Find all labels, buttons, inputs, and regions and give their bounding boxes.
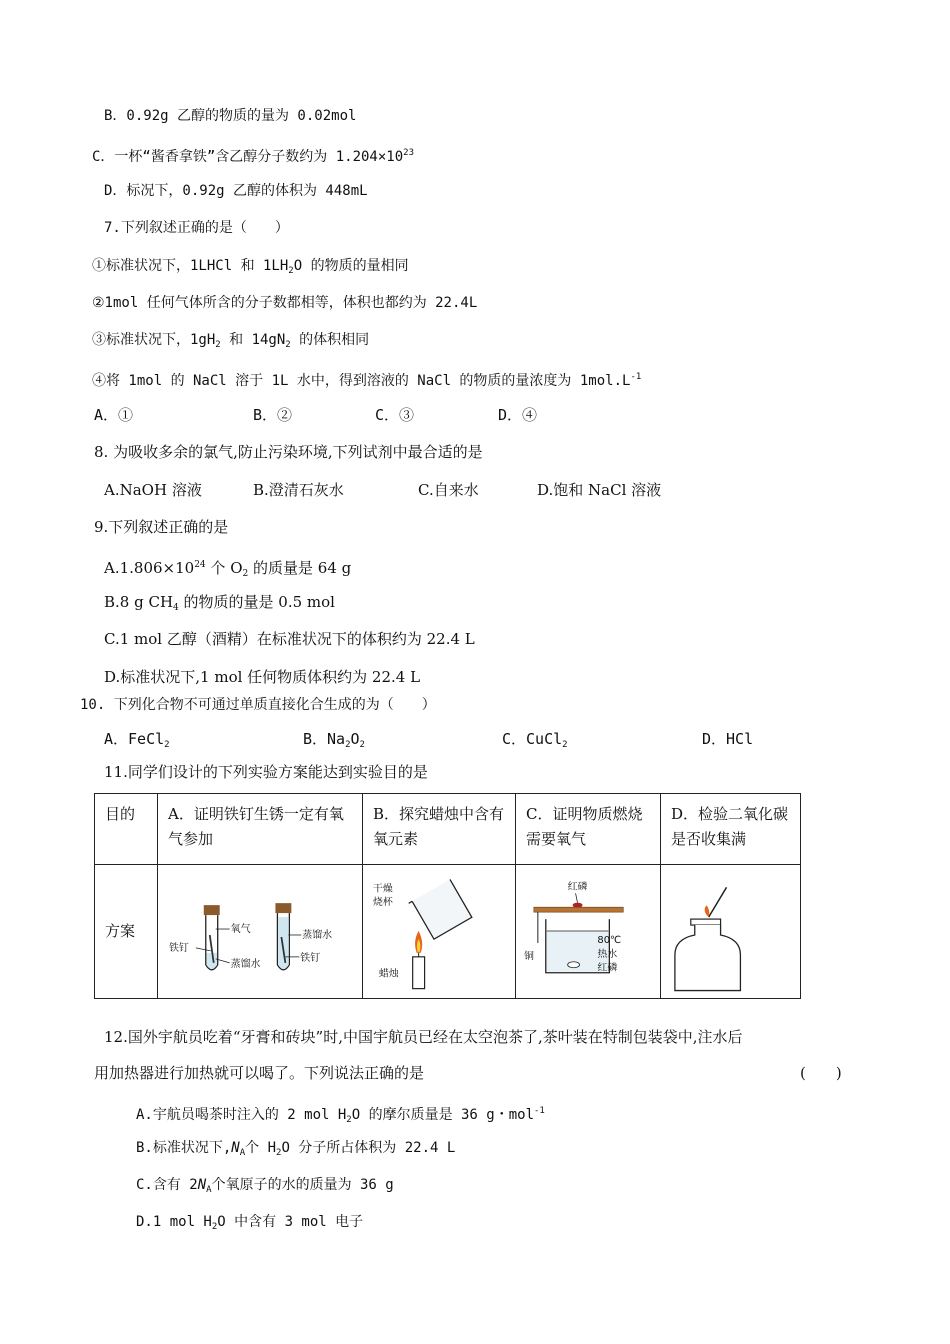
svg-text:红磷: 红磷 bbox=[567, 881, 588, 893]
q8-option-c: C.自来水 bbox=[418, 481, 479, 499]
svg-text:干燥: 干燥 bbox=[372, 883, 393, 895]
q9-stem: 9.下列叙述正确的是 bbox=[94, 518, 229, 536]
goal-a: A．证明铁钉生锈一定有氧气参加 bbox=[158, 794, 363, 865]
figure-d-gas-bottle bbox=[661, 865, 801, 999]
q9-option-c: C.1 mol 乙醇（酒精）在标准状况下的体积约为 22.4 L bbox=[104, 630, 475, 648]
q9-option-d: D.标准状况下,1 mol 任何物质体积约为 22.4 L bbox=[104, 668, 421, 686]
q7-stem: 7.下列叙述正确的是（ ） bbox=[104, 220, 289, 236]
q12-answer-paren: ( ) bbox=[800, 1064, 842, 1082]
q10-option-d: D．HCl bbox=[702, 730, 754, 748]
svg-text:蒸馏水: 蒸馏水 bbox=[302, 929, 333, 941]
q6-option-b: B．0.92g 乙醇的物质的量为 0.02mol bbox=[104, 108, 357, 124]
figure-b-candle bbox=[363, 865, 516, 999]
gas-bottle-diagram bbox=[661, 865, 800, 998]
goal-c: C．证明物质燃烧需要氧气 bbox=[516, 794, 661, 865]
svg-text:蜡烛: 蜡烛 bbox=[378, 968, 399, 980]
svg-text:氧气: 氧气 bbox=[230, 923, 251, 935]
q12-stem-line2: 用加热器进行加热就可以喝了。下列说法正确的是 bbox=[94, 1064, 425, 1082]
combustion-diagram bbox=[516, 865, 660, 998]
q7-option-c: C．③ bbox=[375, 406, 415, 424]
q10-option-a: A．FeCl$_2$ bbox=[104, 730, 170, 750]
q10-option-b: B．$Na_2O_2$ bbox=[303, 730, 365, 750]
figure-a-test-tubes bbox=[158, 865, 363, 999]
q12-option-b: B.标准状况下$,N_A$个 $H_2O$ 分子所占体积为 22.4 L bbox=[136, 1140, 456, 1158]
svg-text:铁钉: 铁钉 bbox=[168, 942, 189, 954]
q11-experiment-table bbox=[94, 793, 801, 999]
svg-text:蒸馏水: 蒸馏水 bbox=[230, 958, 261, 970]
svg-text:铁钉: 铁钉 bbox=[300, 952, 321, 964]
q6-option-c: C．一杯“酱香拿铁”含乙醇分子数约为 $1.204\times 10^{23}$ bbox=[92, 148, 414, 165]
q7-statement-1: ①标准状况下，1LHCl 和 $1LH_2O$ 的物质的量相同 bbox=[92, 258, 409, 276]
q9-option-a: $A.1.806\times 10^{24}$ 个 $O_2$ 的质量是 64 g bbox=[104, 559, 352, 579]
svg-text:铜: 铜 bbox=[523, 950, 534, 962]
test-tube-diagram bbox=[158, 865, 362, 998]
table-label-goal: 目的 bbox=[95, 794, 158, 865]
candle-beaker-diagram bbox=[363, 865, 515, 998]
q8-option-a: A.NaOH 溶液 bbox=[104, 481, 202, 499]
goal-d: D．检验二氧化碳是否收集满 bbox=[661, 794, 801, 865]
q8-stem: 8. 为吸收多余的氯气,防止污染环境,下列试剂中最合适的是 bbox=[94, 443, 483, 461]
q8-option-b: B.澄清石灰水 bbox=[253, 481, 344, 499]
svg-text:红磷: 红磷 bbox=[597, 962, 618, 974]
q12-option-d: D.1 mol $H_2O$ 中含有 3 mol 电子 bbox=[136, 1214, 364, 1232]
q7-option-b: B．② bbox=[253, 406, 293, 424]
table-label-plan: 方案 bbox=[95, 865, 158, 999]
q11-stem: 11.同学们设计的下列实验方案能达到实验目的是 bbox=[104, 763, 428, 781]
q10-stem: 10. 下列化合物不可通过单质直接化合生成的为（ ） bbox=[80, 697, 436, 713]
svg-text:热水: 热水 bbox=[597, 948, 618, 960]
q12-stem-line1: 12.国外宇航员吃着“牙膏和砖块”时,中国宇航员已经在太空泡茶了,茶叶装在特制包装袋中,注水后 bbox=[104, 1028, 743, 1046]
figure-c-red-phosphorus bbox=[516, 865, 661, 999]
svg-text:烧杯: 烧杯 bbox=[372, 897, 393, 909]
q10-option-c: C．CuCl$_2$ bbox=[502, 730, 568, 750]
q9-option-b: B.8 g $CH_4$ 的物质的量是 0.5 mol bbox=[104, 593, 335, 613]
q12-option-a: A.宇航员喝茶时注入的 2 mol $H_2O$ 的摩尔质量是 36 g・mol$^{-1}$ bbox=[136, 1106, 545, 1125]
q6-option-d: D．标况下，0.92g 乙醇的体积为 448mL bbox=[104, 183, 368, 199]
q7-statement-4: ④将 1mol 的 NaCl 溶于 1L 水中，得到溶液的 NaCl 的物质的量浓度为 $1mol.L^{-1}$ bbox=[92, 372, 642, 389]
q7-option-d: D．④ bbox=[498, 406, 538, 424]
q7-option-a: A．① bbox=[94, 406, 134, 424]
svg-text:80℃: 80℃ bbox=[597, 934, 622, 946]
q7-statement-3: ③标准状况下，$1gH_2$ 和 $14gN_2$ 的体积相同 bbox=[92, 332, 370, 350]
goal-b: B．探究蜡烛中含有氧元素 bbox=[363, 794, 516, 865]
q12-option-c: C.含有 $2N_A$个氧原子的水的质量为 36 g bbox=[136, 1177, 394, 1195]
q7-statement-2: ②1mol 任何气体所含的分子数都相等，体积也都约为 22.4L bbox=[92, 295, 478, 311]
q8-option-d: D.饱和 NaCl 溶液 bbox=[537, 481, 662, 499]
